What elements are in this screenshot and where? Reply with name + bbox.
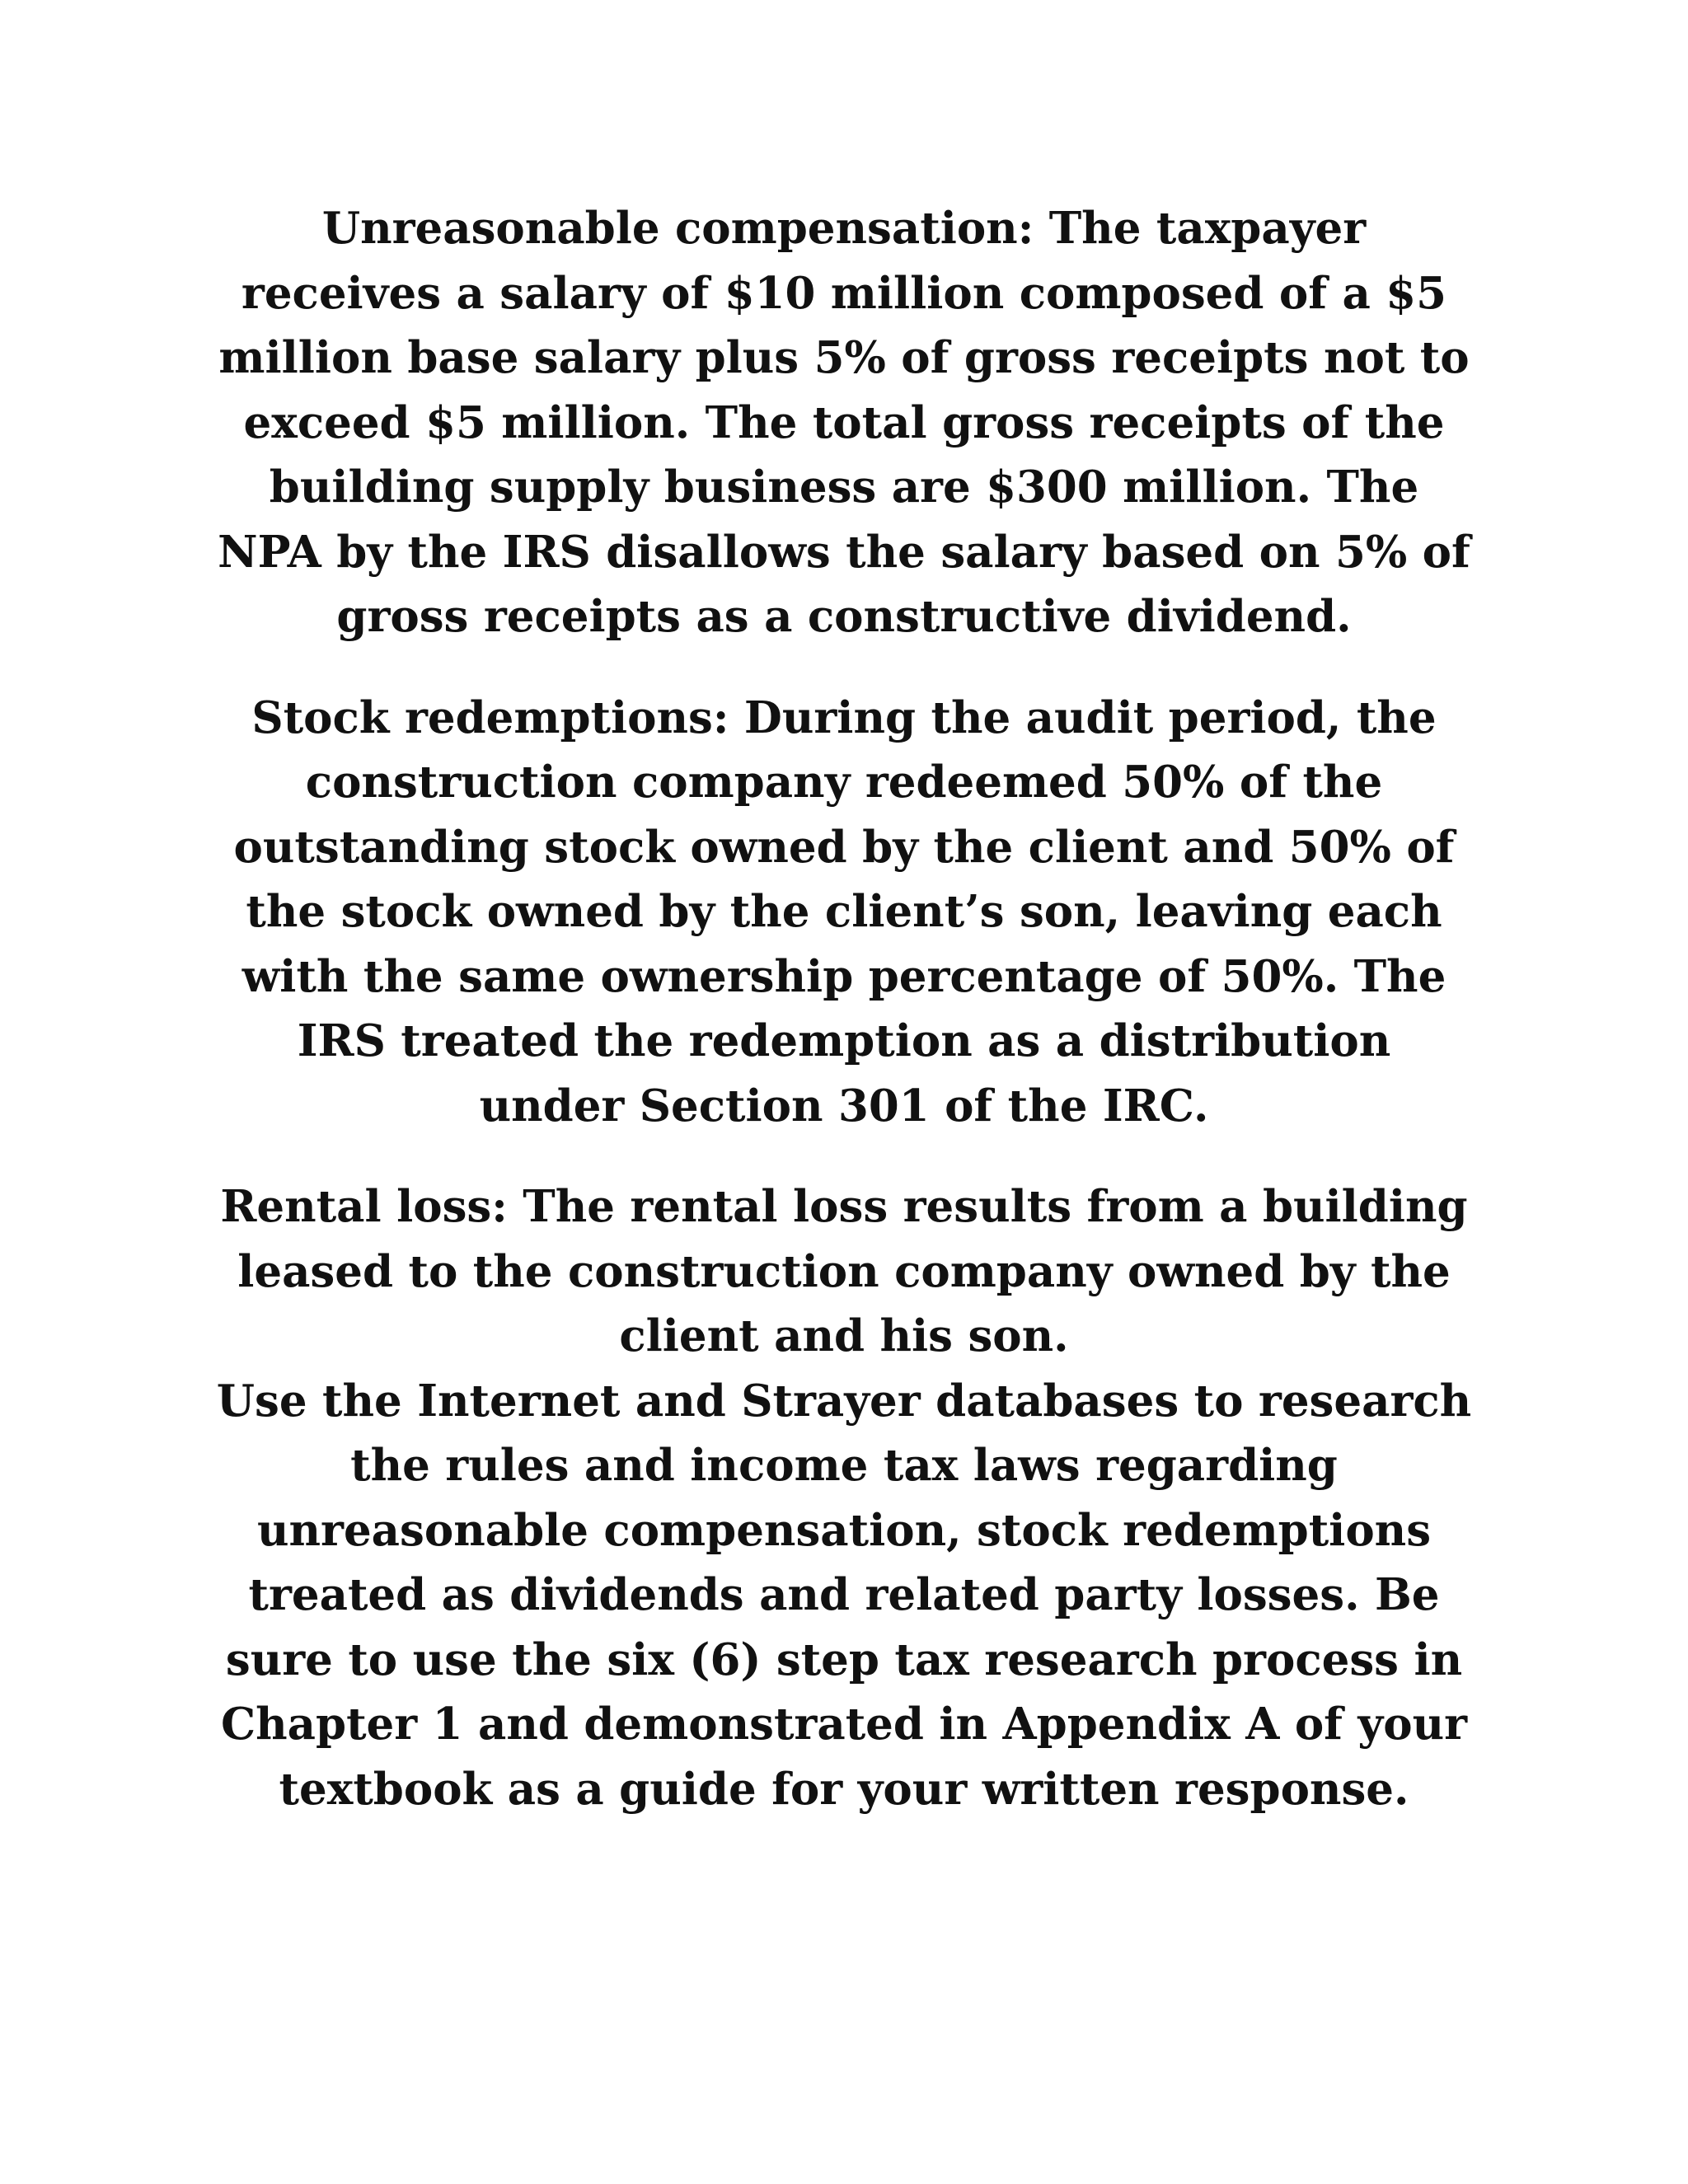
text-line: the rules and income tax laws regarding (350, 1440, 1338, 1491)
text-line: million base salary plus 5% of gross receipts not to (218, 332, 1470, 383)
text-line: NPA by the IRS disallows the salary based on 5% of (218, 526, 1470, 578)
text-line: IRS treated the redemption as a distribution (297, 1015, 1391, 1066)
text-line: client and his son. (619, 1310, 1069, 1361)
text-line: Chapter 1 and demonstrated in Appendix A of your (220, 1699, 1468, 1750)
paragraph-rental-loss (165, 1174, 1523, 1821)
text-line: construction company redeemed 50% of the (305, 757, 1383, 808)
paragraph-spacer (165, 1138, 1523, 1174)
text-line: treated as dividends and related party losses. Be (248, 1569, 1440, 1620)
paragraph-unreasonable-compensation (165, 196, 1523, 649)
text-line: outstanding stock owned by the client and 50% of (233, 821, 1455, 873)
text-line: Stock redemptions: During the audit period, the (251, 691, 1437, 743)
text-line: textbook as a guide for your written response. (279, 1763, 1409, 1815)
text-line: gross receipts as a constructive dividend. (336, 591, 1352, 642)
text-line: building supply business are $300 million. The (269, 462, 1419, 513)
text-line: Rental loss: The rental loss results from a building (220, 1181, 1468, 1232)
text-line: unreasonable compensation, stock redemptions (256, 1504, 1432, 1556)
text-line: exceed $5 million. The total gross receipts of the (243, 396, 1445, 448)
text-line: under Section 301 of the IRC. (479, 1080, 1209, 1132)
document-body (165, 196, 1523, 1821)
text-line: receives a salary of $10 million composed of a $5 (241, 267, 1447, 319)
text-line: the stock owned by the client’s son, leaving each (246, 886, 1442, 937)
paragraph-stock-redemptions (165, 686, 1523, 1139)
text-line: Use the Internet and Strayer databases to research (216, 1375, 1472, 1427)
text-line: with the same ownership percentage of 50%. The (241, 950, 1447, 1002)
paragraph-spacer (165, 649, 1523, 686)
text-line: sure to use the six (6) step tax research process in (225, 1633, 1463, 1685)
text-line: Unreasonable compensation: The taxpayer (321, 203, 1367, 254)
text-line: leased to the construction company owned by the (237, 1245, 1451, 1297)
